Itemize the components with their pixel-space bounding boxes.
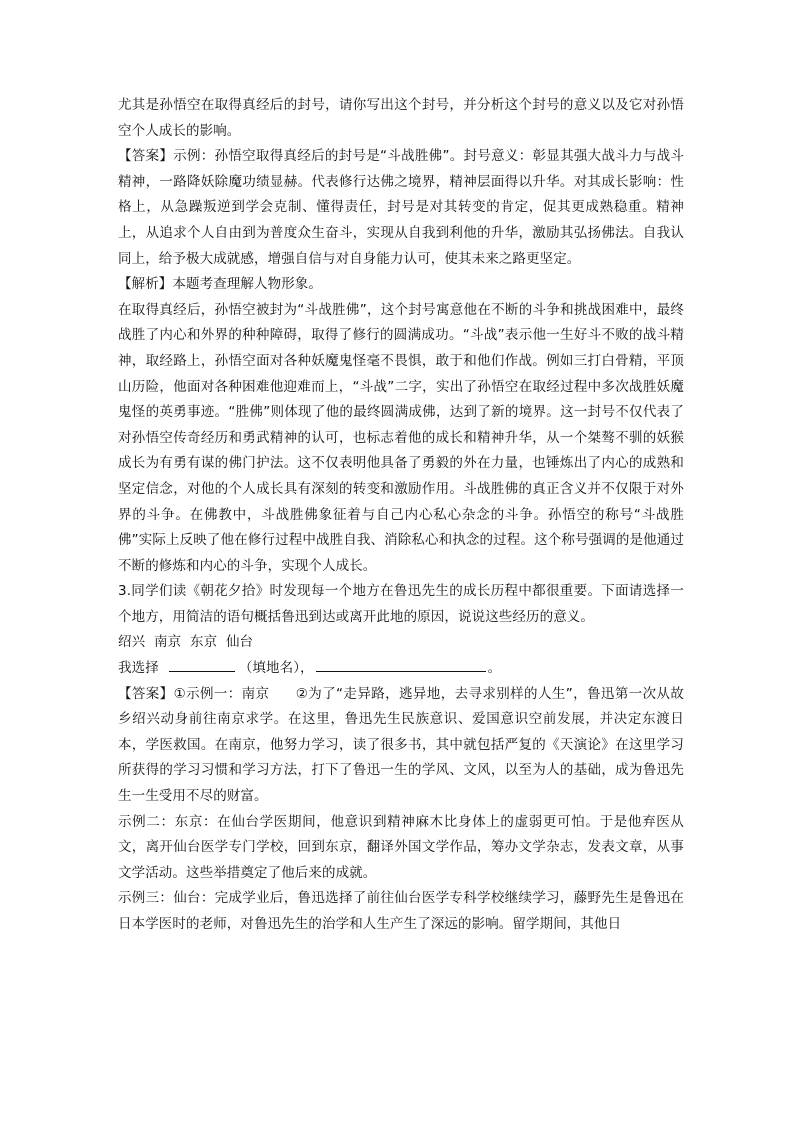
options-text: 绍兴 南京 东京 仙台 bbox=[118, 634, 254, 651]
question-2-analysis-head: 【解析】本题考查理解人物形象。 bbox=[118, 276, 322, 293]
reason-blank bbox=[316, 657, 486, 672]
choose-prefix: 我选择 bbox=[118, 660, 159, 677]
answer-label: 【答案】①示例一：南京 bbox=[118, 685, 270, 702]
question-2-analysis-body: 在取得真经后，孙悟空被封为“斗战胜佛”，这个封号寓意他在不断的斗争和挑战困难中，最终战胜了内心和外界的种种障碍，取得了修行的圆满成功。“斗战”表示他一生好斗不败的战斗精神，取经路上，孙悟空面对各种妖魔鬼怪毫不畏惧，敢于和他们作战。例如三打白骨精，平顶山历险，他面对各种困难他迎难而上，“斗战”二字，实出了孙悟空在取经过程中多次战胜妖魔鬼怪的英勇事迹。“胜佛”则体现了他的最终圆满成佛，达到了新的境界。这一封号不仅代表了对孙悟空传奇经历和勇武精神的认可，也标志着他的成长和精神升华，从一个桀骜不驯的妖猴成长为有勇有谋的佛门护法。这不仅表明他具备了勇毅的外在力量，也锤炼出了内心的成熟和坚定信念，对他的个人成长具有深刻的转变和激励作用。斗战胜佛的真正含义并不仅限于对外界的斗争。在佛教中，斗战胜佛象征着与自己内心私心杂念的斗争。孙悟空的称号“斗战胜佛”实际上反映了他在修行过程中战胜自我、消除私心和执念的过程。这个称号强调的是他通过不断的修炼和内心的斗争，实现个人成长。 bbox=[118, 301, 684, 574]
choose-end: 。 bbox=[487, 660, 502, 677]
place-blank bbox=[169, 657, 235, 672]
question-2-answer: 【答案】示例：孙悟空取得真经后的封号是“斗战胜佛”。封号意义：彰显其强大战斗力与战斗精神，一路降妖除魔功绩显赫。代表修行达佛之境界，精神层面得以升华。对其成长影响：性格上，从急躁叛逆到学会克制、懂得责任，封号是对其转变的肯定，促其更成熟稳重。精神上，从追求个人自由到为普度众生奋斗，实现从自我到利他的升华，激励其弘扬佛法。自我认同上，给予极大成就感，增强自信与对自身能力认可，使其未来之路更坚定。 bbox=[118, 148, 684, 267]
document-body bbox=[118, 93, 684, 938]
question-3: 3.同学们读《朝花夕拾》时发现每一个地方在鲁迅先生的成长历程中都很重要。下面请选择一个地方，用简洁的语句概括鲁迅到达或离开此地的原因，说说这些经历的意义。 bbox=[118, 583, 684, 625]
question-3-example-three: 示例三：仙台：完成学业后，鲁迅选择了前往仙台医学专科学校继续学习，藤野先生是鲁迅在日本学医时的老师，对鲁迅先生的治学和人生产生了深远的影响。留学期间，其他日 bbox=[118, 890, 684, 932]
question-3-answer bbox=[118, 682, 684, 810]
question-3-options bbox=[118, 630, 684, 656]
question-3-fill-line bbox=[118, 656, 684, 682]
choose-mid: （填地名）， bbox=[238, 660, 314, 677]
question-2-tail: 尤其是孙悟空在取得真经后的封号，请你写出这个封号，并分析这个封号的意义以及它对孙悟空个人成长的影响。 bbox=[118, 97, 684, 139]
question-3-example-two: 示例二：东京：在仙台学医期间，他意识到精神麻木比身体上的虚弱更可怕。于是他弃医从文，离开仙台医学专门学校，回到东京，翻译外国文学作品，筹办文学杂志，发表文章，从事文学活动。这些举措奠定了他后来的成就。 bbox=[118, 813, 684, 881]
answer-one-text: ②为了“走异路，逃异地，去寻求别样的人生”，鲁迅第一次从故乡绍兴动身前往南京求学。在这里，鲁迅先生民族意识、爱国意识空前发展，并决定东渡日本，学医救国。在南京，他努力学习，读了很多书，其中就包括严复的《天演论》在这里学习所获得的学习习惯和学习方法，打下了鲁迅一生的学风、文风，以至为人的基础，成为鲁迅先生一生受用不尽的财富。 bbox=[118, 685, 684, 805]
